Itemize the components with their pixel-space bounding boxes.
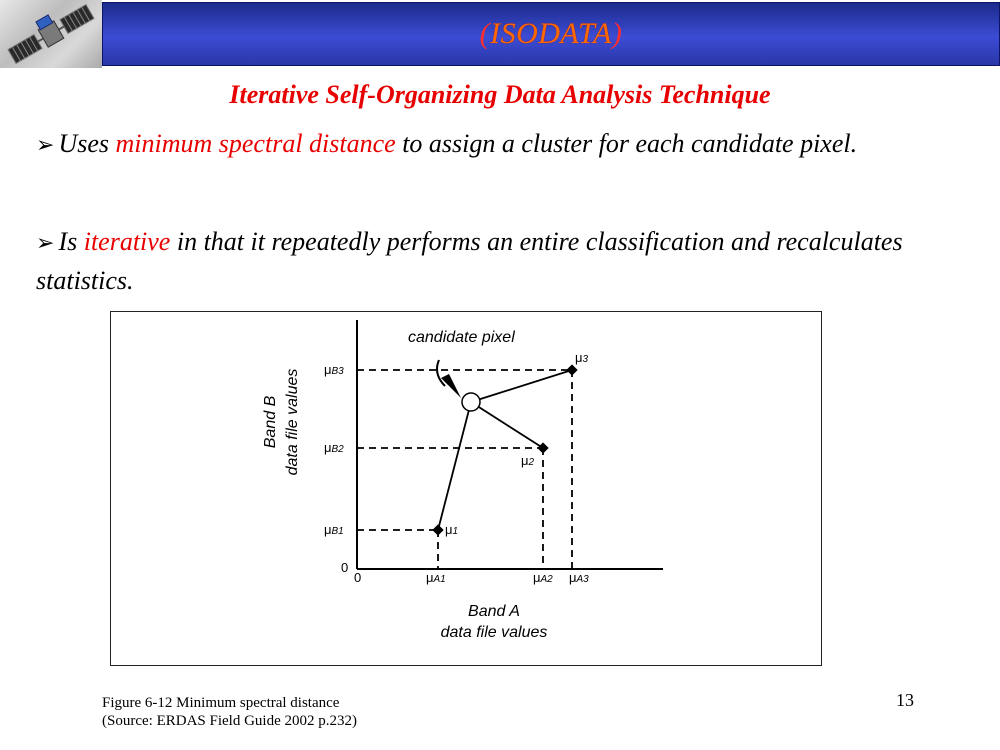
highlight-text: iterative xyxy=(83,227,171,256)
arrow-bullet-icon: ➢ xyxy=(36,132,55,157)
distance-line-1 xyxy=(438,402,471,530)
tick-label-a1: μA1 xyxy=(426,570,446,585)
bullet-item: ➢ Uses minimum spectral distance to assign a cluster for each candidate pixel. xyxy=(36,125,916,164)
caption-line-1: Figure 6-12 Minimum spectral distance xyxy=(102,695,340,711)
slide-subtitle: Iterative Self-Organizing Data Analysis Technique xyxy=(229,80,771,109)
x-axis-title-line2: data file values xyxy=(440,624,548,641)
cluster-mean-1 xyxy=(432,524,443,535)
highlight-text: minimum spectral distance xyxy=(115,129,396,158)
slide-title: (ISODATA) xyxy=(479,17,623,50)
slide-header xyxy=(0,0,1000,68)
candidate-pixel xyxy=(462,393,480,411)
distance-line-3 xyxy=(471,370,572,402)
candidate-label: candidate pixel xyxy=(408,329,515,346)
arrow-bullet-icon: ➢ xyxy=(36,230,55,255)
caption-line-2: (Source: ERDAS Field Guide 2002 p.232) xyxy=(102,713,357,729)
bullet-item: ➢ Is iterative in that it repeatedly performs an entire classification and recalculates statistics. xyxy=(36,223,916,300)
cluster-label-2: μ2 xyxy=(521,453,535,468)
tick-label-b1: μB1 xyxy=(324,522,344,537)
page-number: 13 xyxy=(896,690,914,710)
satellite-logo xyxy=(0,0,102,68)
distance-line-2 xyxy=(471,402,543,448)
diagram-svg xyxy=(111,312,821,665)
cluster-mean-2 xyxy=(537,442,548,453)
x-axis-title-line1: Band A xyxy=(468,603,520,620)
origin-y-label: 0 xyxy=(341,560,349,575)
cluster-label-1: μ1 xyxy=(445,522,459,537)
y-axis-title-line2: data file values xyxy=(284,368,301,476)
tick-label-a3: μA3 xyxy=(569,570,589,585)
minimum-distance-figure xyxy=(110,311,822,666)
cluster-mean-3 xyxy=(566,364,577,375)
y-axis-title xyxy=(262,369,301,476)
cluster-label-3: μ3 xyxy=(575,350,589,365)
origin-x-label: 0 xyxy=(354,570,362,585)
tick-label-b2: μB2 xyxy=(324,440,344,455)
tick-label-a2: μA2 xyxy=(533,570,553,585)
tick-label-b3: μB3 xyxy=(324,362,344,377)
header-bar xyxy=(102,2,1000,66)
title-main: ISODATA xyxy=(490,17,612,50)
candidate-pointer xyxy=(437,360,445,386)
figure-caption xyxy=(102,694,357,730)
y-axis-title-line1: Band B xyxy=(262,395,279,449)
